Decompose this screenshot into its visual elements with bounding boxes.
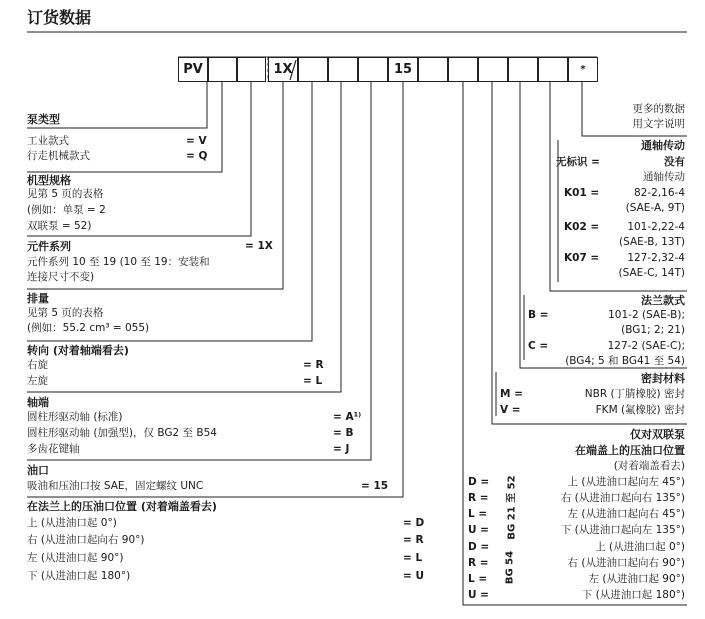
- seal-v-text: FKM (氟橡胶) 密封: [595, 404, 685, 416]
- flange-b-line-1: 101-2 (SAE-B);: [608, 309, 685, 321]
- code-box-star: *: [568, 57, 598, 82]
- g1-row-3: 左 (从进油口起向右 45°): [567, 508, 685, 520]
- through-drive-heading: 通轴传动: [641, 139, 685, 152]
- displacement-line-1: 见第 5 页的表格: [27, 307, 104, 319]
- pump-type-mobile-code: = Q: [186, 150, 208, 162]
- series-heading: 元件系列: [27, 240, 71, 253]
- through-none-2: 通轴传动: [643, 171, 685, 183]
- pump-type-industrial: 工业款式: [27, 135, 69, 147]
- k01-code: K01 =: [564, 187, 600, 199]
- g2-code-r: R =: [468, 557, 489, 569]
- g1-code-u: U =: [468, 524, 489, 536]
- rotation-left-code: = L: [303, 375, 323, 387]
- seal-heading: 密封材料: [641, 372, 685, 385]
- flange-b-code: B =: [528, 309, 549, 321]
- rotation-heading: 转向 (对着轴端看去): [27, 344, 129, 357]
- group-label-bg21-52: BG 21 至 52: [506, 475, 518, 540]
- double-pump-note: (对着端盖看去): [613, 460, 685, 472]
- frame-heading: 机型规格: [27, 174, 71, 187]
- flange-type-heading: 法兰款式: [641, 294, 685, 307]
- frame-line-3: 双联泵 = 52): [27, 220, 92, 232]
- g1-code-l: L =: [468, 508, 488, 520]
- k02-line-2: (SAE-B, 13T): [619, 236, 685, 248]
- g1-row-4: 下 (从进油口起向左 135°): [560, 524, 685, 536]
- seal-v-code: V =: [500, 404, 521, 416]
- g1-code-d: D =: [468, 476, 490, 488]
- g1-code-r: R =: [468, 492, 489, 504]
- shaft-row-2-code: = B: [333, 427, 354, 439]
- g2-row-1: 上 (从进油口起 0°): [595, 541, 685, 553]
- note-line-2: 用文字说明: [632, 118, 685, 130]
- note-line-1: 更多的数据: [632, 103, 685, 115]
- pump-type-mobile: 行走机械款式: [27, 150, 90, 162]
- code-box-blank-2: [237, 57, 266, 82]
- flange-port-row-4-code: = U: [403, 570, 424, 582]
- flange-port-row-3: 左 (从进油口起 90°): [27, 552, 124, 564]
- pump-type-industrial-code: = V: [186, 135, 207, 147]
- shaft-row-1-code: = A¹⁾: [333, 411, 362, 423]
- flange-c-line-1: 127-2 (SAE-C);: [607, 340, 685, 352]
- series-code: = 1X: [245, 240, 273, 252]
- k02-line-1: 101-2,22-4: [627, 221, 685, 233]
- port-line-1: 吸油和压油口按 SAE，固定螺纹 UNC: [27, 480, 204, 492]
- g2-row-4: 下 (从进油口起 180°): [581, 589, 685, 601]
- seal-m-text: NBR (丁腈橡胶) 密封: [584, 388, 685, 400]
- g2-row-2: 右 (从进油口起向右 90°): [567, 557, 685, 569]
- displacement-heading: 排量: [27, 292, 49, 305]
- frame-line-2: (例如：单泵 = 2: [27, 204, 106, 216]
- port-code: = 15: [361, 480, 389, 492]
- flange-port-row-2-code: = R: [403, 534, 424, 546]
- flange-port-heading: 在法兰上的压油口位置 (对着端盖看去): [27, 500, 217, 513]
- code-box-blank-8: [478, 57, 508, 82]
- page-title: 订货数据: [27, 8, 92, 27]
- flange-port-row-2: 右 (从进油口起向右 90°): [27, 534, 145, 546]
- g2-row-3: 左 (从进油口起 90°): [588, 573, 685, 585]
- rotation-right-code: = R: [303, 359, 324, 371]
- series-line-1: 元件系列 10 至 19 (10 至 19：安装和: [27, 256, 210, 268]
- code-box-pv: PV: [178, 57, 208, 82]
- k07-code: K07 =: [564, 252, 600, 264]
- flange-c-code: C =: [528, 340, 549, 352]
- code-box-blank-4: [328, 57, 358, 82]
- series-line-2: 连接尺寸不变): [27, 271, 95, 283]
- g2-code-u: U =: [468, 589, 489, 601]
- k01-line-1: 82-2,16-4: [634, 187, 685, 199]
- g2-code-d: D =: [468, 541, 490, 553]
- flange-port-row-4: 下 (从进油口起 180°): [27, 570, 131, 582]
- flange-port-row-1: 上 (从进油口起 0°): [27, 517, 117, 529]
- code-box-port: 15: [388, 57, 418, 82]
- flange-b-line-2: (BG1; 2; 21): [621, 324, 685, 336]
- k07-line-2: (SAE-C, 14T): [618, 267, 685, 279]
- code-box-blank-6: [418, 57, 448, 82]
- double-pump-heading: 仅对双联泵: [630, 428, 685, 441]
- flange-port-row-3-code: = L: [403, 552, 423, 564]
- code-box-blank-7: [448, 57, 478, 82]
- code-box-blank-1: [208, 57, 237, 82]
- k02-code: K02 =: [564, 221, 600, 233]
- through-none-1: 没有: [664, 156, 685, 168]
- rotation-left: 左旋: [27, 375, 48, 387]
- g1-row-1: 上 (从进油口起向左 45°): [567, 476, 685, 488]
- code-box-blank-9: [508, 57, 538, 82]
- flange-c-line-2: (BG4; 5 和 BG41 至 54): [565, 355, 685, 367]
- frame-line-1: 见第 5 页的表格: [27, 188, 104, 200]
- shaft-row-2: 圆柱形驱动轴 (加强型)，仅 BG2 至 B54: [27, 427, 217, 439]
- k01-line-2: (SAE-A, 9T): [625, 202, 685, 214]
- code-box-series: 1X: [268, 57, 298, 82]
- double-pump-subheading: 在端盖上的压油口位置: [575, 444, 685, 457]
- port-heading: 油口: [27, 464, 49, 477]
- flange-port-row-1-code: = D: [403, 517, 425, 529]
- code-box-blank-10: [538, 57, 568, 82]
- pump-type-heading: 泵类型: [27, 113, 60, 126]
- shaft-row-1: 圆柱形驱动轴 (标准): [27, 411, 123, 423]
- shaft-heading: 轴端: [27, 396, 49, 409]
- g2-code-l: L =: [468, 573, 488, 585]
- shaft-row-3-code: = J: [333, 443, 350, 455]
- displacement-line-2: (例如：55.2 cm³ = 055): [27, 322, 150, 334]
- group-label-bg54: BG 54: [504, 550, 516, 585]
- g1-row-2: 右 (从进油口起向右 135°): [560, 492, 685, 504]
- rotation-right: 右旋: [27, 359, 48, 371]
- k07-line-1: 127-2,32-4: [627, 252, 685, 264]
- seal-m-code: M =: [500, 388, 523, 400]
- shaft-row-3: 多齿花键轴: [27, 443, 80, 455]
- through-none-code: 无标识 =: [556, 156, 600, 168]
- code-box-blank-5: [358, 57, 388, 82]
- code-box-blank-3: [298, 57, 328, 82]
